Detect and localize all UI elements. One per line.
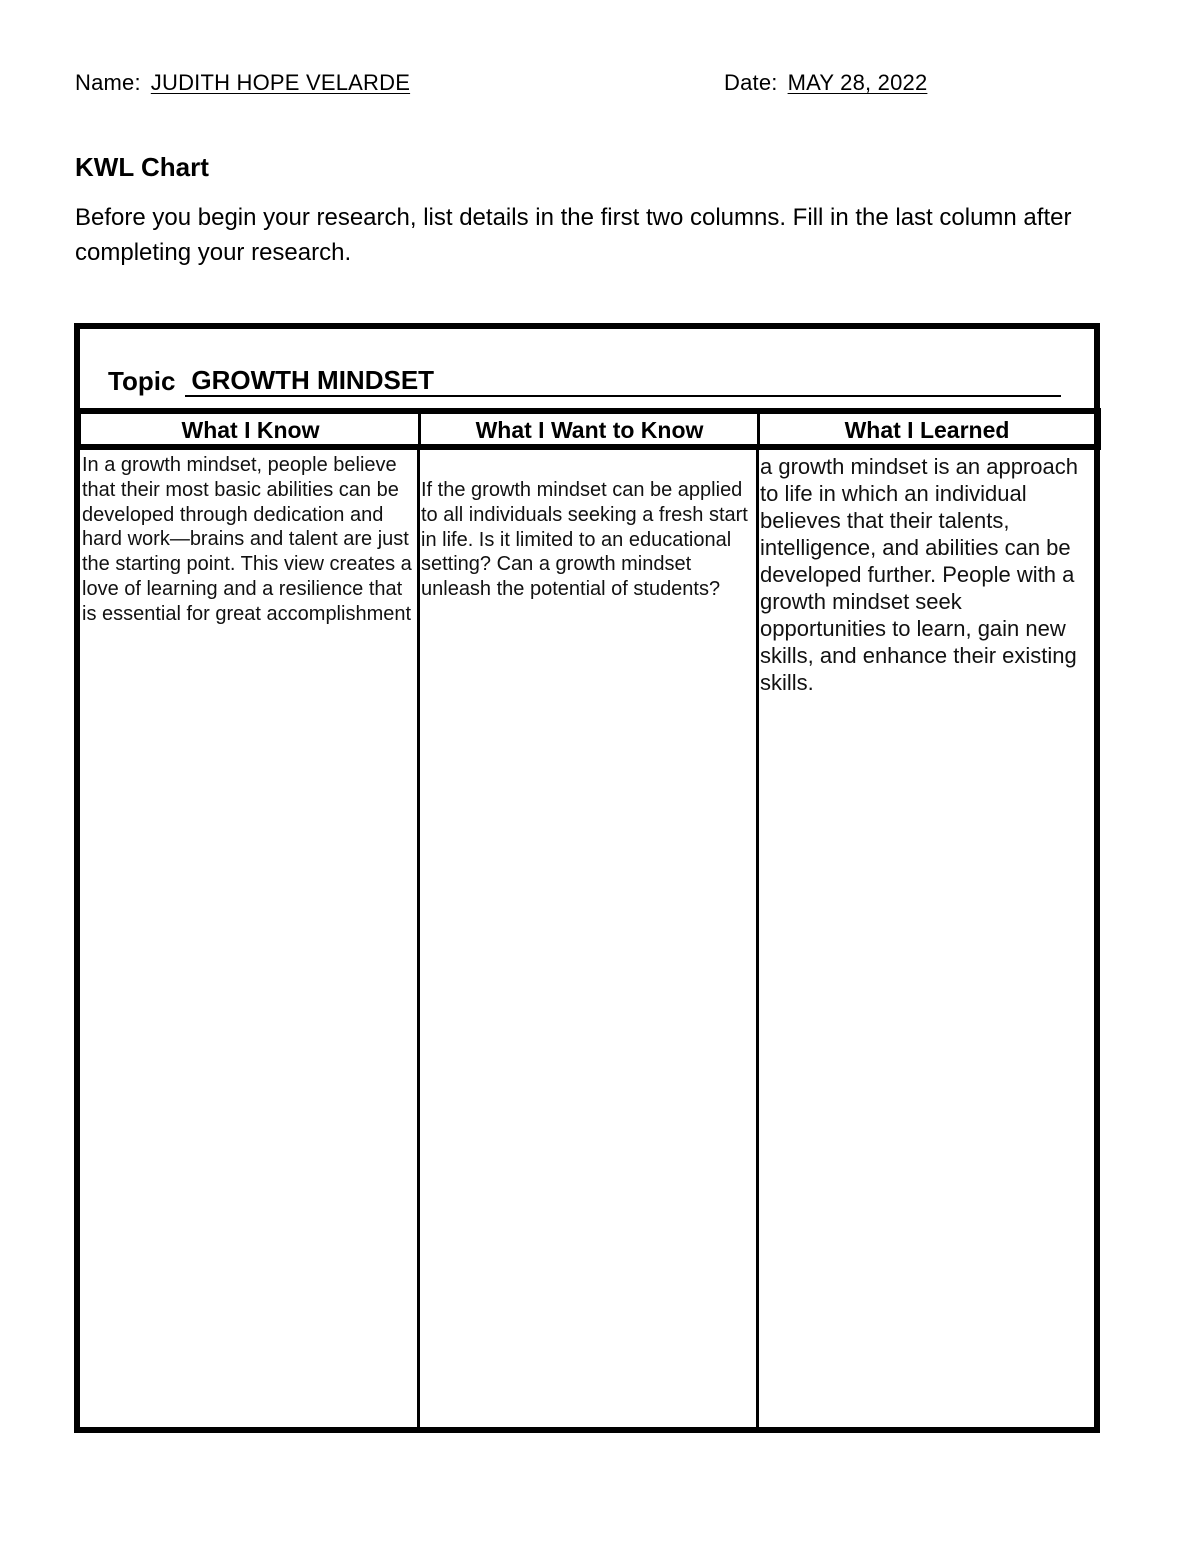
cell-what-i-know: In a growth mindset, people believe that their most basic abilities can be developed through dedication and hard work—brains and talent are just the starting point. This view creates a love of learning and a resilience that is essential for great accomplishment [82, 454, 412, 625]
date-field [724, 70, 927, 96]
kwl-chart-table [74, 323, 1100, 1433]
name-value: JUDITH HOPE VELARDE [150, 70, 411, 95]
cell-what-i-want-to-know: If the growth mindset can be applied to all individuals seeking a fresh start in life. Is it limited to an educational setting? Can a growth mindset unleash the potential of students? [421, 479, 748, 601]
topic-label: Topic [108, 366, 176, 396]
topic-value: GROWTH MINDSET [185, 365, 1061, 397]
date-label: Date: [724, 70, 778, 95]
column-header-know: What I Know [181, 417, 320, 443]
topic-row [108, 365, 1061, 397]
page-title: KWL Chart [75, 152, 209, 182]
name-field [75, 70, 410, 96]
column-header-want-to-know: What I Want to Know [475, 417, 704, 443]
header-divider [757, 414, 760, 444]
column-header-learned: What I Learned [844, 417, 1010, 443]
cell-what-i-learned: a growth mindset is an approach to life in which an individual believes that their talents, intelligence, and abilities can be developed further. People with a growth mindset seek opportunities to learn, gain new skills, and enhance their existing skills. [760, 454, 1078, 695]
header-divider [418, 414, 421, 444]
column-header-row [75, 408, 1101, 450]
name-label: Name: [75, 70, 141, 95]
instructions-text: Before you begin your research, list details in the first two columns. Fill in the last column after completing your research. [75, 204, 1072, 266]
date-value: MAY 28, 2022 [787, 70, 928, 95]
